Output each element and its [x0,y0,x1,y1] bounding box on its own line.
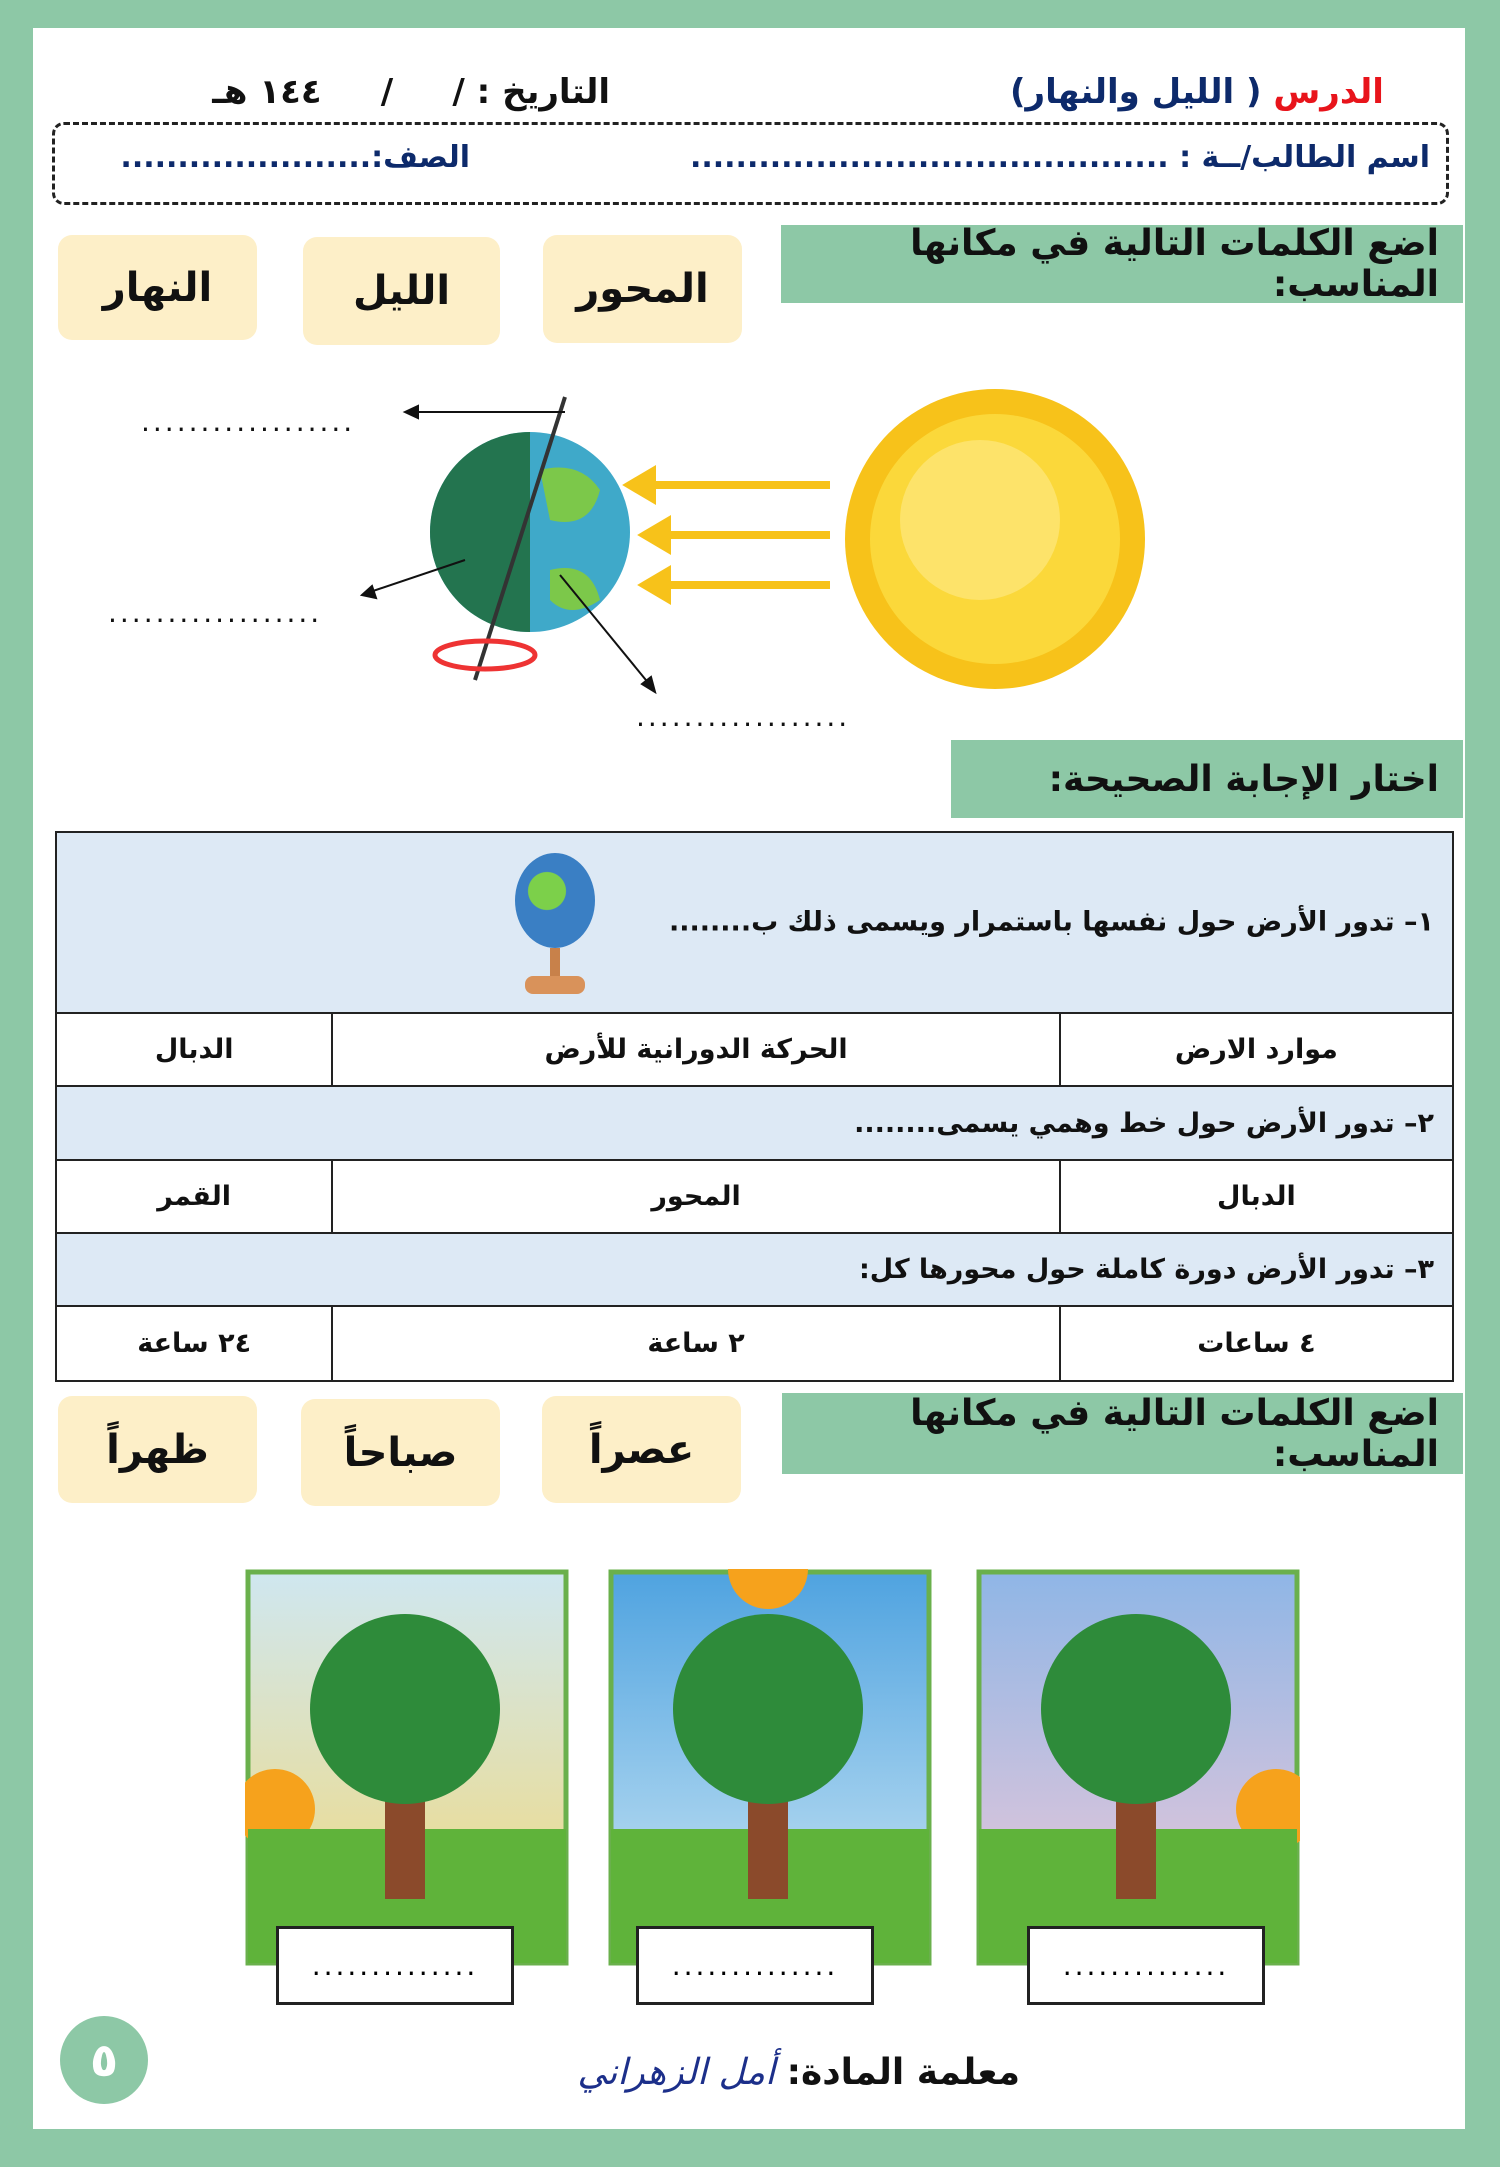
tree-scene-morning [245,1569,569,1966]
option-1a[interactable]: موارد الارض [1060,1013,1453,1086]
blank-night-label[interactable]: .................. [108,596,323,629]
question-3: ٣– تدور الأرض دورة كاملة حول محورها كل: [56,1233,1453,1306]
tree-icon [673,1614,863,1804]
lesson-label: الدرس [1273,72,1384,112]
sun-icon [845,389,1145,689]
earth-icon [430,397,630,680]
teacher-name: أمل الزهراني [577,2052,776,2093]
section2-instruction: اختار الإجابة الصحيحة: [951,740,1463,818]
class-dots[interactable]: ...................... [120,140,372,175]
section1-instruction: اضع الكلمات التالية في مكانها المناسب: [781,225,1463,303]
teacher-signature [480,2052,1020,2093]
word-card-axis[interactable]: المحور [543,235,742,343]
class-field[interactable] [100,140,470,175]
lesson-title: ( الليل والنهار) [1010,72,1262,112]
option-1c[interactable]: الدبال [56,1013,332,1086]
word-card-afternoon[interactable]: عصراً [542,1396,741,1503]
tree-scene-afternoon [976,1569,1300,1966]
date-field [160,72,610,112]
date-label: التاريخ : [476,72,610,112]
answer-box-2[interactable]: .............. [636,1926,874,2005]
student-name-label: اسم الطالب/ــة : [1179,140,1430,175]
globe-icon [510,848,600,998]
date-value[interactable]: / / ١٤٤ هـ [212,72,465,112]
student-name-field[interactable] [600,140,1430,175]
blank-day-label[interactable]: .................. [636,700,851,733]
option-1b[interactable]: الحركة الدورانية للأرض [332,1013,1059,1086]
tree-icon [310,1614,500,1804]
option-2c[interactable]: القمر [56,1160,332,1233]
class-label: الصف: [371,140,470,175]
sunlight-arrows-icon [630,472,830,598]
question-1 [56,832,1453,1013]
tree-scene-noon [608,1569,932,1966]
student-name-dots[interactable]: .......................................... [689,140,1169,175]
question-1-text: ١– تدور الأرض حول نفسها باستمرار ويسمى ذلك ب........ [669,906,1434,937]
option-3a[interactable]: ٤ ساعات [1060,1306,1453,1381]
multiple-choice-table [55,831,1454,1382]
answer-box-1[interactable]: .............. [276,1926,514,2005]
blank-axis-label[interactable]: .................. [141,405,356,438]
answer-box-3[interactable]: .............. [1027,1926,1265,2005]
word-card-night[interactable]: الليل [303,237,500,345]
option-3c[interactable]: ٢٤ ساعة [56,1306,332,1381]
word-card-noon[interactable]: ظهراً [58,1396,257,1503]
section3-instruction: اضع الكلمات التالية في مكانها المناسب: [782,1393,1463,1474]
word-card-day[interactable]: النهار [58,235,257,340]
lesson-header [1010,72,1384,112]
page-number: ٥ [60,2016,148,2104]
option-2a[interactable]: الدبال [1060,1160,1453,1233]
option-2b[interactable]: المحور [332,1160,1059,1233]
tree-icon [1041,1614,1231,1804]
question-2: ٢– تدور الأرض حول خط وهمي يسمى........ [56,1086,1453,1160]
teacher-label: معلمة المادة: [786,2052,1020,2093]
word-card-morning[interactable]: صباحاً [301,1399,500,1506]
option-3b[interactable]: ٢ ساعة [332,1306,1059,1381]
